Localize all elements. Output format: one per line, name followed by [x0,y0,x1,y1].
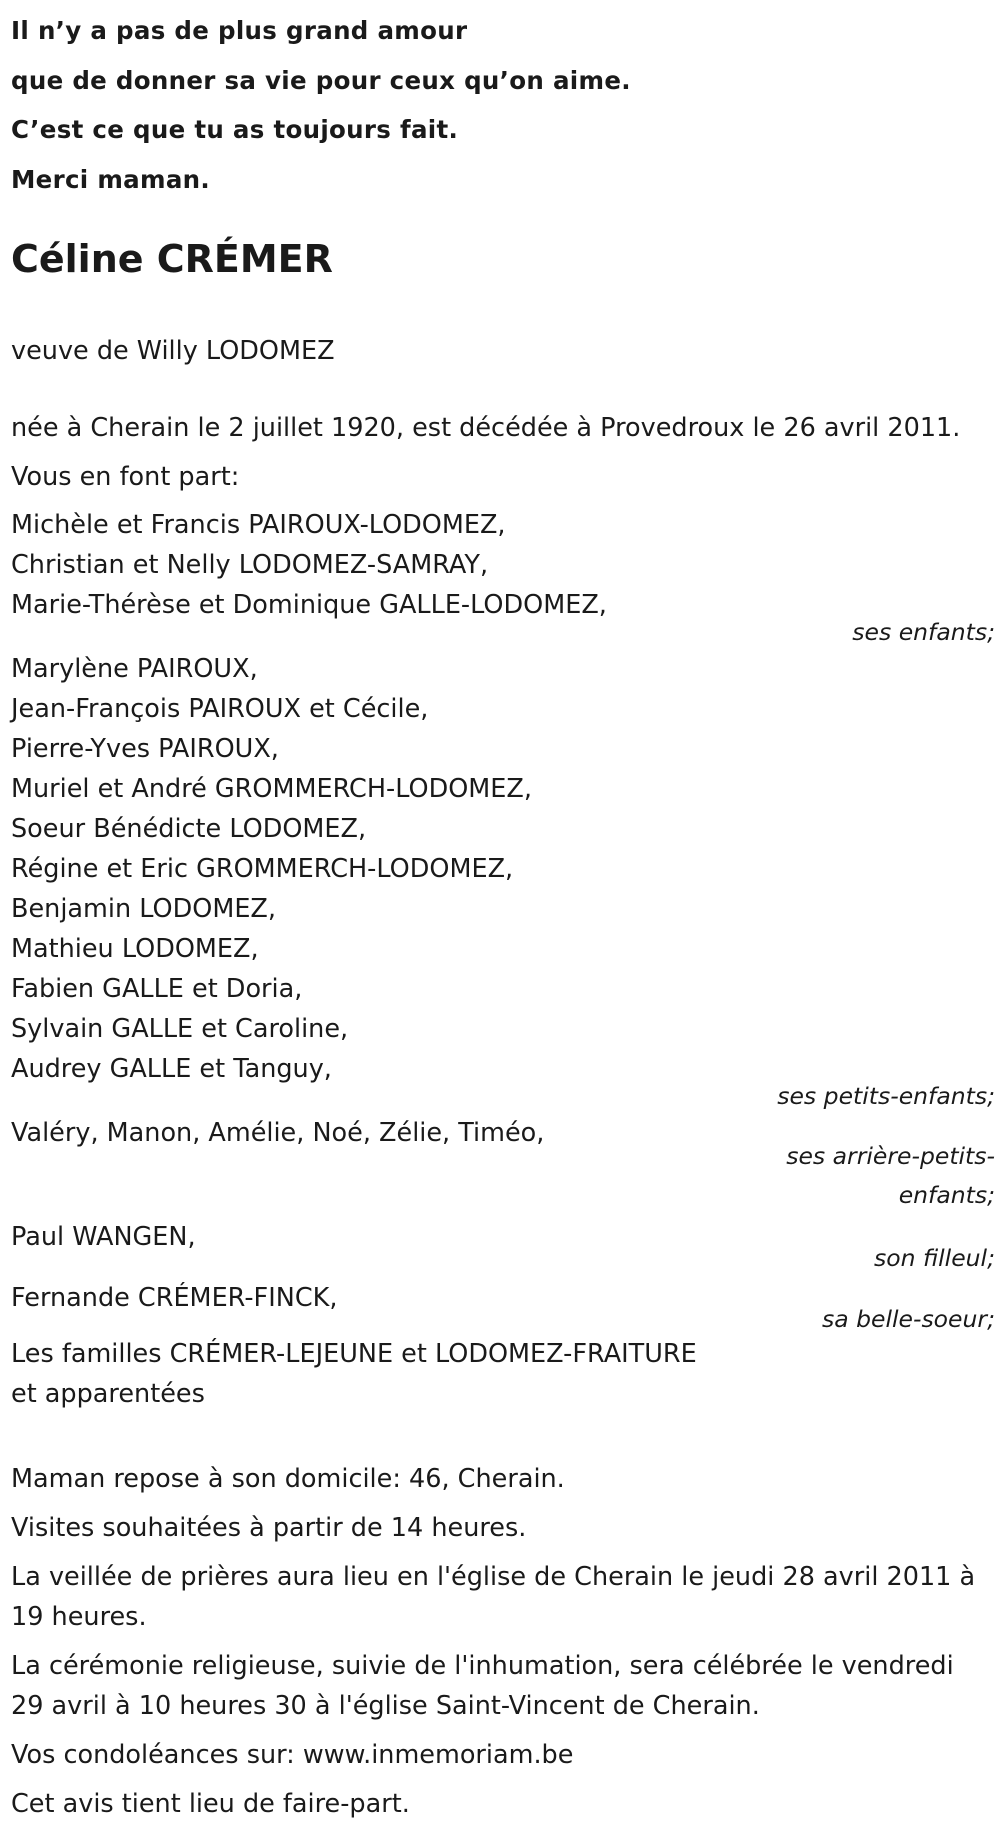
families-line: et apparentées [11,1379,205,1409]
visits-info: Visites souhaitées à partir de 14 heures. [11,1513,527,1543]
quote-line: C’est ce que tu as toujours fait. [11,115,459,144]
list-item: Pierre-Yves PAIROUX, [11,734,279,764]
list-item: Fabien GALLE et Doria, [11,974,303,1004]
list-item: Marie-Thérèse et Dominique GALLE-LODOMEZ, [11,590,607,620]
list-item: Paul WANGEN, [11,1222,196,1252]
condolences-info: Vos condoléances sur: www.inmemoriam.be [11,1740,574,1770]
role-line: enfants; [898,1181,995,1209]
list-item: Fernande CRÉMER-FINCK, [11,1283,338,1313]
list-item: Soeur Bénédicte LODOMEZ, [11,814,367,844]
godson-group [11,1217,995,1278]
quote-line: Merci maman. [11,164,211,194]
list-item: Régine et Eric GROMMERCH-LODOMEZ, [11,854,514,884]
list-item: Valéry, Manon, Amélie, Noé, Zélie, Timéo, [11,1118,545,1148]
ceremony-line: La cérémonie religieuse, suivie de l'inhumation, sera célébrée le vendredi [11,1651,954,1681]
list-item: Muriel et André GROMMERCH-LODOMEZ, [11,774,532,804]
ceremony-info [11,1646,995,1726]
vigil-line: La veillée de prières aura lieu en l'église de Cherain le jeudi 28 avril 2011 à [11,1562,976,1592]
quote-line: Il n’y a pas de plus grand amour [11,16,468,45]
list-item: Sylvain GALLE et Caroline, [11,1014,349,1044]
list-item: Mathieu LODOMEZ, [11,934,259,964]
children-role: ses enfants; [852,618,995,646]
list-item: Audrey GALLE et Tanguy, [11,1054,332,1084]
sister-in-law-role: sa belle-soeur; [821,1305,995,1333]
deceased-name: Céline CRÉMER [11,237,333,281]
list-item: Benjamin LODOMEZ, [11,894,277,924]
list-item: Marylène PAIROUX, [11,654,258,684]
notice-info: Cet avis tient lieu de faire-part. [11,1789,410,1819]
birth-death: née à Cherain le 2 juillet 1920, est décédée à Provedroux le 26 avril 2011. [11,413,961,443]
families-line: Les familles CRÉMER-LEJEUNE et LODOMEZ-FRAITURE [11,1339,697,1369]
role-line: ses arrière-petits- [786,1142,995,1170]
list-item: Jean-François PAIROUX et Cécile, [11,694,429,724]
announce-label: Vous en font part: [11,462,240,492]
obituary-notice [11,0,995,1833]
children-group [11,505,995,625]
opening-quote [11,6,995,204]
rest-info: Maman repose à son domicile: 46, Cherain. [11,1464,565,1494]
families-group [11,1334,995,1414]
sister-in-law-group [11,1278,995,1334]
great-grandchildren-role [755,1137,995,1215]
great-grandchildren-group [11,1113,995,1217]
funeral-details [11,1459,995,1824]
grandchildren-group [11,649,995,1089]
vigil-info [11,1557,995,1637]
widow-of: veuve de Willy LODOMEZ [11,336,335,366]
grandchildren-role: ses petits-enfants; [777,1082,995,1110]
quote-line: que de donner sa vie pour ceux qu’on aime. [11,65,631,95]
vigil-line: 19 heures. [11,1602,147,1632]
list-item: Michèle et Francis PAIROUX-LODOMEZ, [11,510,506,540]
godson-role: son filleul; [873,1244,995,1272]
list-item: Christian et Nelly LODOMEZ-SAMRAY, [11,550,489,580]
ceremony-line: 29 avril à 10 heures 30 à l'église Saint-Vincent de Cherain. [11,1691,760,1721]
